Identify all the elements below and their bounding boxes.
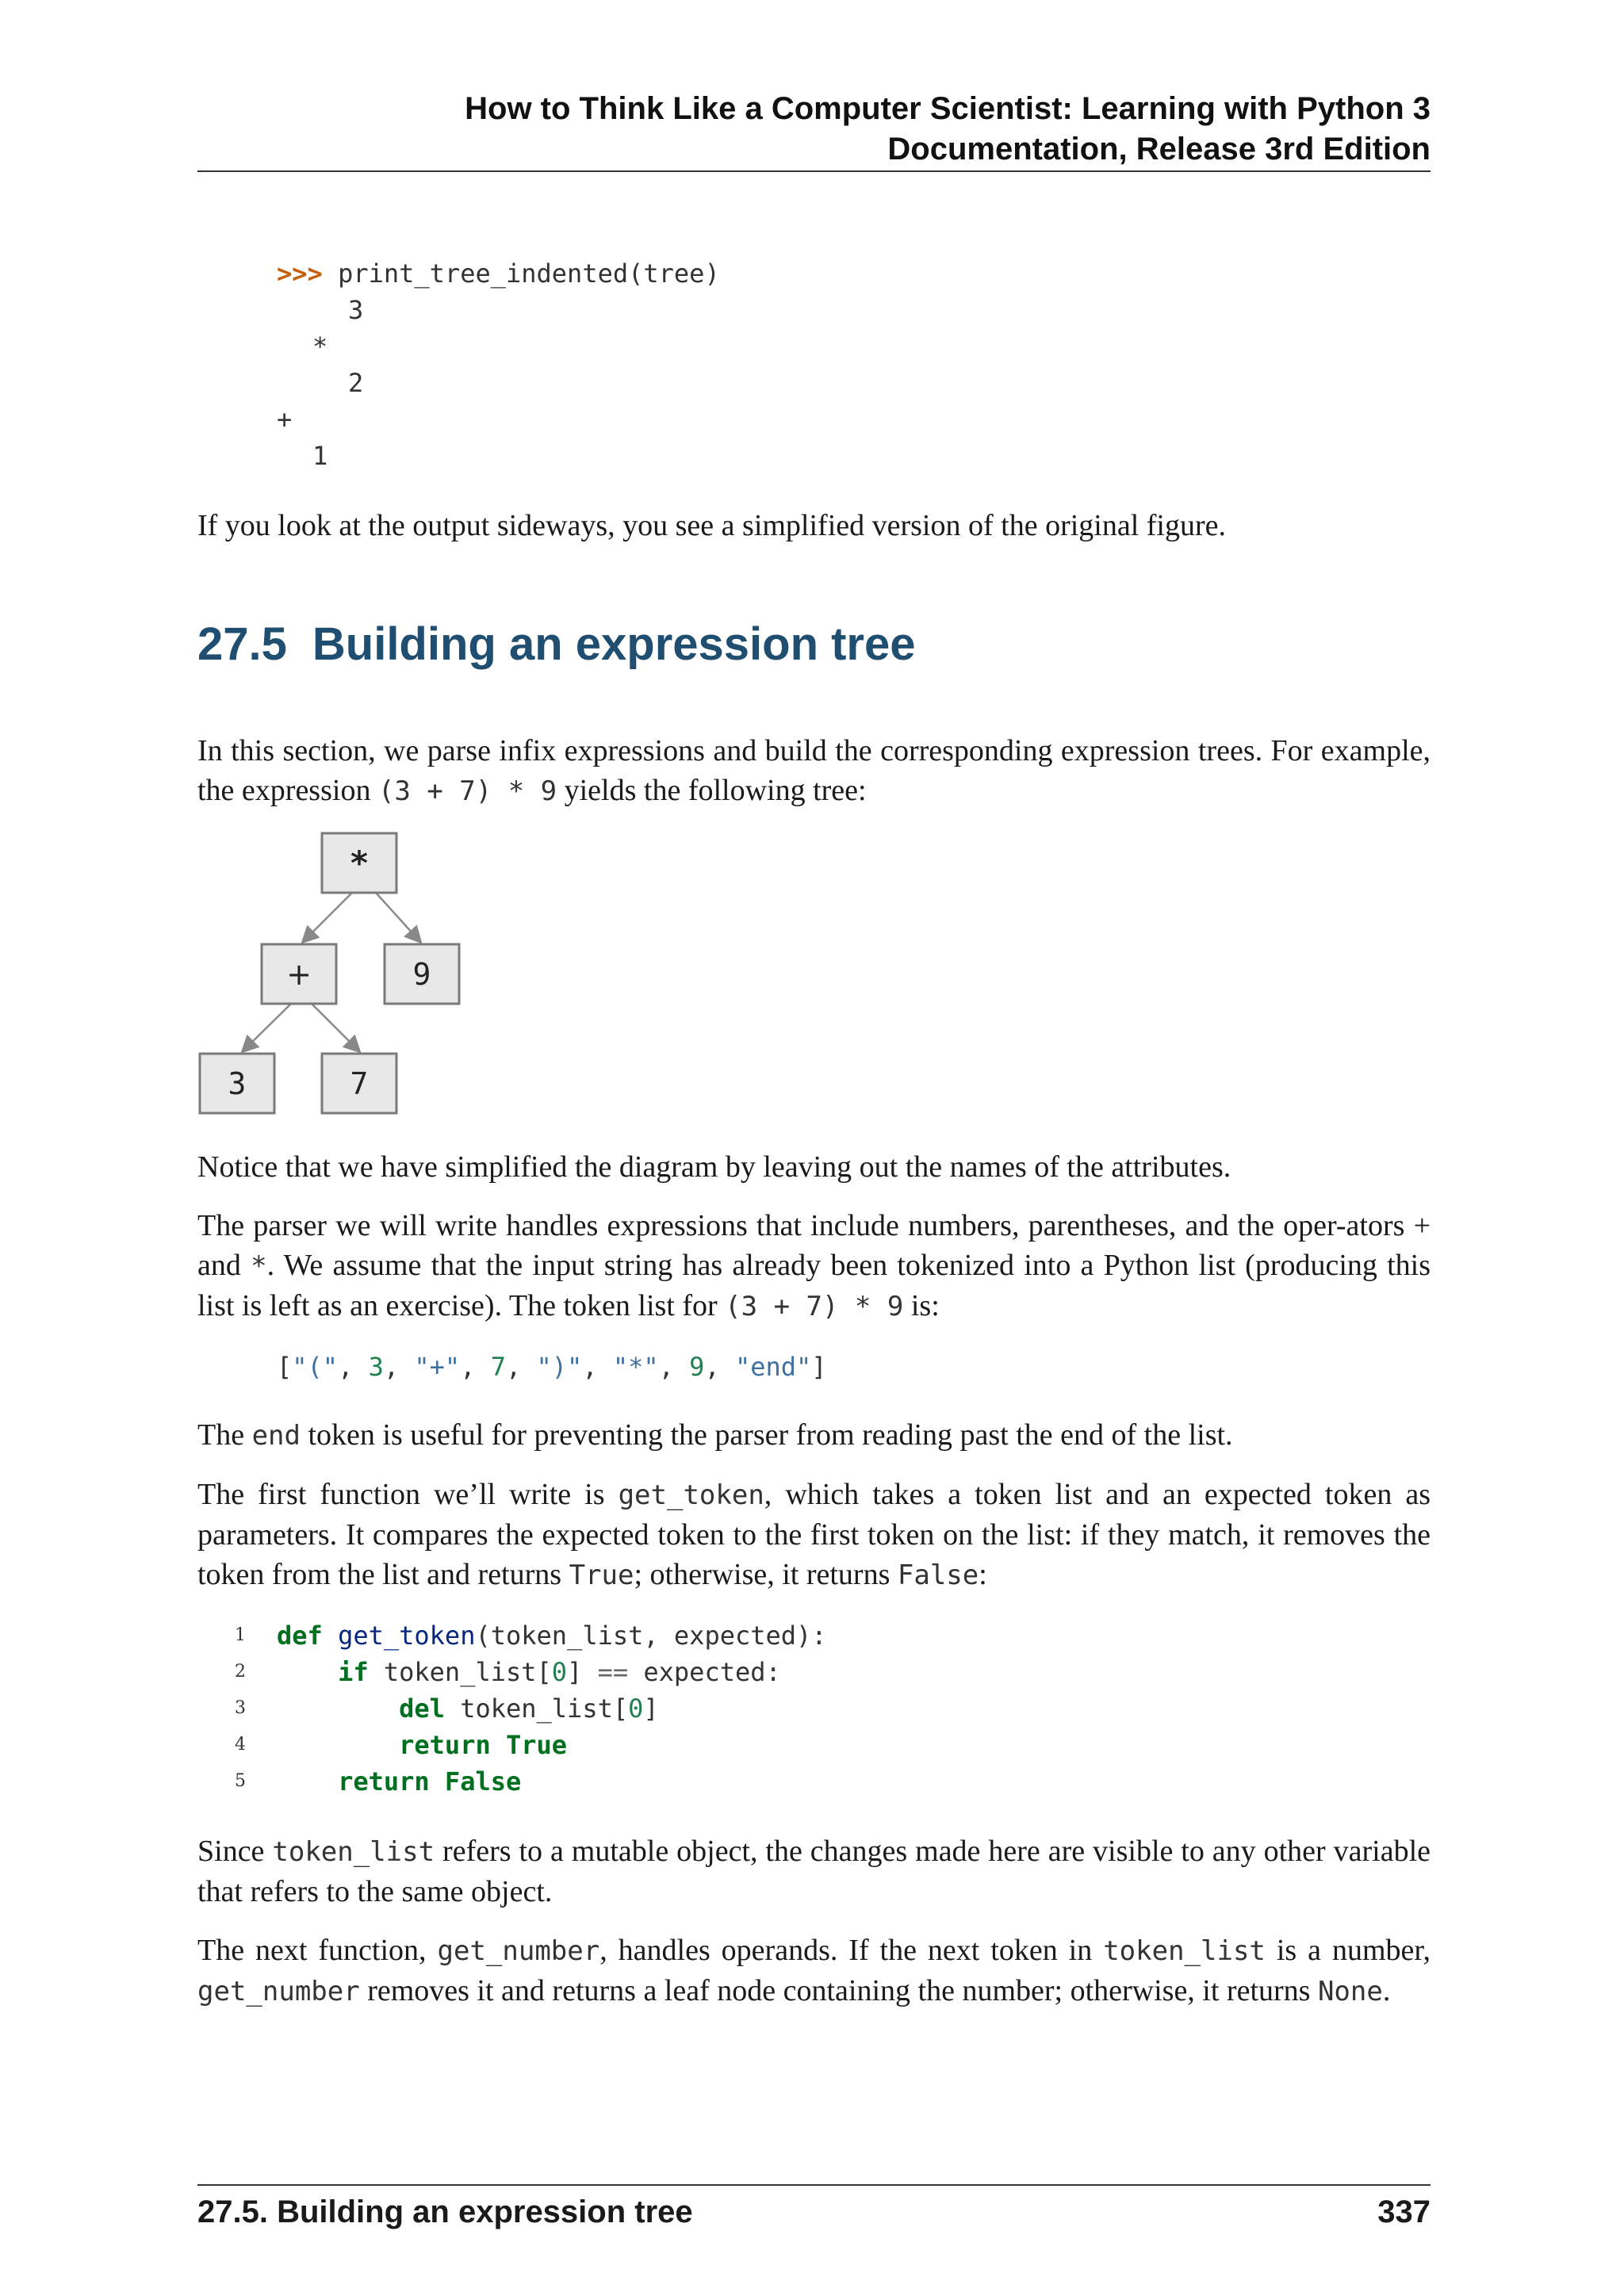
footer-section-title: 27.5. Building an expression tree (197, 2195, 693, 2229)
tree-node-left-left (200, 1054, 274, 1113)
gt-text-b: , which takes a token list and an expected token as parameters. It compares the expected token to the first token on the list: if they match, it removes the token from the list and returns (197, 1478, 1431, 1591)
page-number: 337 (1377, 2195, 1431, 2229)
paragraph-sideways: If you look at the output sideways, you see a simplified version of the original figure. (197, 509, 1226, 542)
keyword: def (277, 1621, 323, 1651)
keyword-constant: True (505, 1730, 568, 1760)
code-text: expected: (643, 1657, 781, 1687)
code-line-5 (277, 1763, 521, 1800)
token-item: 3 (368, 1352, 384, 1382)
tree-node-left-left-label: 3 (228, 1066, 247, 1101)
next-text-b: , handles operands. If the next token in (599, 1934, 1093, 1967)
next-code-1: get_number (437, 1935, 600, 1967)
token-item: 9 (689, 1352, 705, 1382)
token-item: 7 (490, 1352, 506, 1382)
gt-code-3: False (897, 1559, 979, 1591)
tree-node-root (322, 833, 396, 893)
keyword: return (338, 1766, 430, 1797)
paragraph-intro (197, 731, 1431, 811)
output-line-3: 2 (348, 368, 364, 398)
paragraph-parser (197, 1206, 1431, 1326)
tree-node-left-right-label: 7 (350, 1066, 369, 1101)
token-item: "+" (414, 1352, 461, 1382)
since-text-b: refers to a mutable object, the changes made here are visible to any other variable that refers to the same object. (197, 1835, 1431, 1908)
output-line-2: * (312, 331, 328, 362)
line-number: 3 (235, 1698, 246, 1718)
since-text-a: Since (197, 1835, 265, 1868)
next-text-d: removes it and returns a leaf node containing the number; otherwise, it returns (367, 1974, 1311, 2007)
code-token-list: ["(", 3, "+", 7, ")", "*", 9, "end"] (277, 1352, 827, 1382)
expression-tree-diagram (197, 828, 467, 1122)
code-line-2 (277, 1654, 781, 1691)
line-number: 4 (235, 1735, 246, 1755)
gt-text-c: ; otherwise, it returns (634, 1558, 891, 1591)
tree-node-left-right (322, 1054, 396, 1113)
output-line-1: 3 (348, 295, 364, 325)
paragraph-since (197, 1831, 1431, 1911)
token-item: ")" (536, 1352, 583, 1382)
gt-code-1: get_token (618, 1479, 764, 1511)
since-code: token_list (272, 1836, 435, 1868)
intro-code: (3 + 7) * 9 (377, 775, 557, 807)
next-text-c: is a number, (1276, 1934, 1431, 1967)
tree-node-left (262, 944, 336, 1004)
paragraph-next (197, 1931, 1431, 2011)
next-text-a: The next function, (197, 1934, 427, 1967)
tree-node-left-label: + (286, 957, 312, 992)
header-line-2: Documentation, Release 3rd Edition (887, 132, 1431, 166)
parser-text-c: is: (910, 1289, 940, 1322)
code-line-1 (277, 1617, 827, 1655)
keyword: return (399, 1730, 491, 1760)
header-line-1: How to Think Like a Computer Scientist: Learning with Python 3 (465, 91, 1431, 126)
next-code-4: None (1317, 1976, 1383, 2007)
edge-plus-left (242, 1004, 291, 1052)
keyword-constant: False (444, 1766, 522, 1797)
line-number: 2 (235, 1662, 246, 1682)
keyword: del (399, 1693, 445, 1724)
tree-node-right (385, 944, 459, 1004)
end-text-a: The (197, 1418, 245, 1452)
edge-root-left (302, 893, 352, 943)
intro-text-b: yields the following tree: (564, 774, 867, 807)
number-literal: 0 (628, 1693, 644, 1724)
section-number: 27.5 (197, 618, 287, 670)
parser-text-b: . We assume that the input string has already been tokenized into a Python list (producing this list is left as an exercise). The token list for (197, 1249, 1431, 1322)
intro-text-a: In this section, we parse infix expressions and build the corresponding expression trees. For example, the expression (197, 734, 1431, 807)
line-number: 1 (235, 1625, 246, 1645)
paragraph-notice: Notice that we have simplified the diagram by leaving out the names of the attributes. (197, 1150, 1231, 1184)
operator: == (597, 1657, 629, 1687)
footer-rule (197, 2184, 1431, 2186)
paragraph-get-token (197, 1475, 1431, 1595)
repl-prompt: >>> (277, 258, 323, 289)
end-code: end (251, 1420, 301, 1452)
token-item: "end" (734, 1352, 812, 1382)
token-item: "*" (612, 1352, 659, 1382)
code-line-4 (277, 1727, 567, 1764)
tree-node-root-label: * (350, 844, 368, 882)
output-line-5: 1 (312, 441, 328, 471)
function-name: get_token (338, 1621, 476, 1651)
edge-root-right (376, 893, 421, 943)
gt-text-a: The first function we’ll write is (197, 1478, 605, 1511)
edge-plus-right (312, 1004, 360, 1052)
gt-text-d: : (979, 1558, 987, 1591)
code-print-tree (277, 255, 720, 293)
page (197, 0, 1431, 2296)
gt-code-2: True (569, 1559, 634, 1591)
paragraph-end-token (197, 1415, 1431, 1456)
next-code-3: get_number (197, 1976, 360, 2007)
bracket-close: ] (811, 1352, 827, 1382)
keyword: if (338, 1657, 369, 1687)
end-text-b: token is useful for preventing the parser from reading past the end of the list. (308, 1418, 1233, 1452)
line-number: 5 (235, 1771, 246, 1791)
running-header (465, 89, 1431, 170)
code-text: ] (643, 1693, 659, 1724)
code-call: print_tree_indented(tree) (338, 258, 720, 289)
code-text: token_list[ (460, 1693, 629, 1724)
tree-node-right-label: 9 (412, 957, 431, 992)
number-literal: 0 (551, 1657, 568, 1687)
token-item: "(" (292, 1352, 339, 1382)
parser-text-a: The parser we will write handles expressions that include numbers, parentheses, and the oper-ators + and (197, 1209, 1431, 1282)
parser-op: * (251, 1250, 267, 1282)
parser-code: (3 + 7) * 9 (725, 1291, 904, 1322)
code-text: (token_list, expected): (475, 1621, 827, 1651)
section-heading (197, 617, 916, 672)
section-title: Building an expression tree (312, 618, 916, 670)
code-text: token_list[ (383, 1657, 552, 1687)
code-text: ] (567, 1657, 583, 1687)
bracket-open: [ (277, 1352, 293, 1382)
output-line-4: + (277, 404, 293, 434)
code-line-3 (277, 1690, 659, 1728)
header-rule (197, 170, 1431, 172)
next-text-e: . (1382, 1974, 1391, 2007)
next-code-2: token_list (1103, 1935, 1266, 1967)
